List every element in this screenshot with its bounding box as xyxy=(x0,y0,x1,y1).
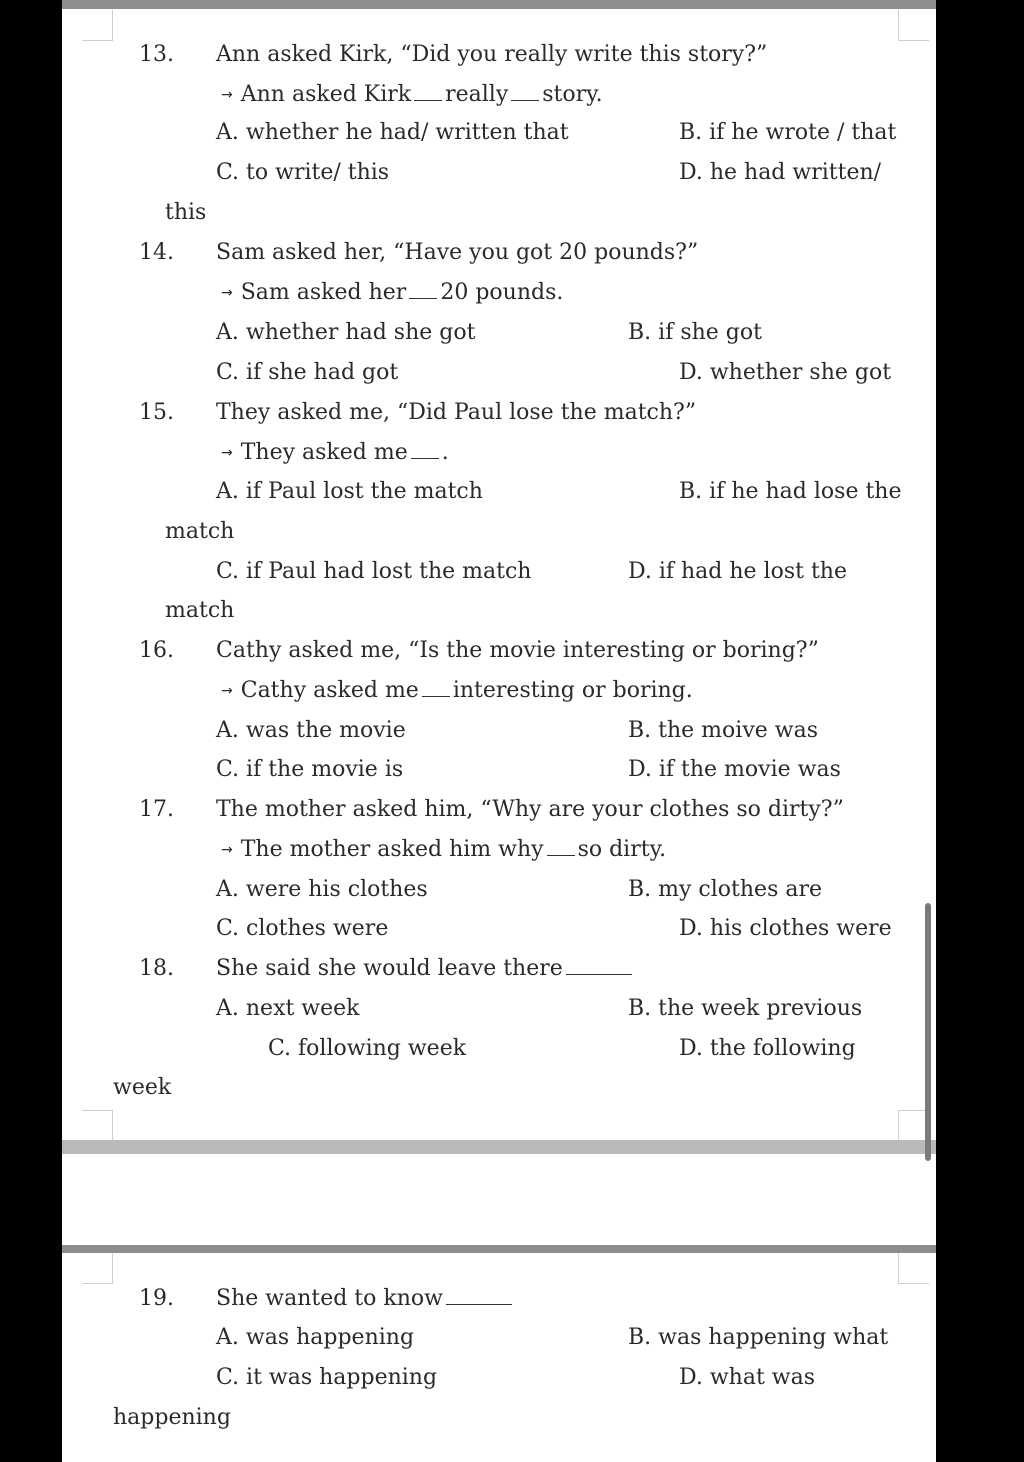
arrow-icon: → xyxy=(221,87,233,103)
answer-text: story. xyxy=(542,82,603,107)
answer-blank[interactable] xyxy=(411,442,439,459)
vertical-scrollbar[interactable] xyxy=(925,903,931,1161)
option-b[interactable]: B. was happening what xyxy=(628,1325,889,1350)
question-prompt: Ann asked Kirk, “Did you really write this story?” xyxy=(216,42,768,67)
option-d-wrap: happening xyxy=(113,1405,231,1430)
answer-line xyxy=(221,440,449,468)
answer-line xyxy=(221,678,693,706)
question-number: 16. xyxy=(139,638,174,663)
option-b[interactable]: B. if she got xyxy=(628,320,762,345)
answer-text: 20 pounds. xyxy=(440,280,564,305)
answer-blank[interactable] xyxy=(566,958,632,975)
question-number: 19. xyxy=(139,1286,174,1311)
page-top-border xyxy=(62,1245,936,1253)
margin-corner-mark xyxy=(82,1253,113,1284)
option-d[interactable]: D. if had he lost the xyxy=(628,559,847,584)
question-number: 18. xyxy=(139,956,174,981)
option-c[interactable]: C. following week xyxy=(268,1036,467,1061)
answer-blank[interactable] xyxy=(409,282,437,299)
option-d-wrap: match xyxy=(165,598,235,623)
question-prompt: Sam asked her, “Have you got 20 pounds?” xyxy=(216,240,699,265)
answer-blank[interactable] xyxy=(414,84,442,101)
answer-line xyxy=(221,280,563,308)
margin-corner-mark xyxy=(82,1110,113,1141)
question-prompt: The mother asked him, “Why are your clothes so dirty?” xyxy=(216,797,844,822)
question-number: 13. xyxy=(139,42,174,67)
option-d[interactable]: D. he had written/ xyxy=(679,160,882,185)
question-number: 14. xyxy=(139,240,174,265)
answer-text: Cathy asked me xyxy=(240,678,419,703)
option-b[interactable]: B. my clothes are xyxy=(628,877,823,902)
option-b[interactable]: B. the week previous xyxy=(628,996,863,1021)
margin-corner-mark xyxy=(82,10,113,41)
option-d-wrap: week xyxy=(113,1075,172,1100)
question-number: 17. xyxy=(139,797,174,822)
arrow-icon: → xyxy=(221,842,233,858)
answer-blank[interactable] xyxy=(446,1288,512,1305)
question-prompt: Cathy asked me, “Is the movie interesting or boring?” xyxy=(216,638,819,663)
option-d[interactable]: D. the following xyxy=(679,1036,856,1061)
answer-blank[interactable] xyxy=(422,680,450,697)
answer-line xyxy=(221,837,666,865)
option-a[interactable]: A. was happening xyxy=(216,1325,415,1350)
option-c[interactable]: C. clothes were xyxy=(216,916,389,941)
answer-blank[interactable] xyxy=(511,84,539,101)
arrow-icon: → xyxy=(221,683,233,699)
arrow-icon: → xyxy=(221,285,233,301)
option-c[interactable]: C. if she had got xyxy=(216,360,399,385)
option-d[interactable]: D. his clothes were xyxy=(679,916,892,941)
answer-text: so dirty. xyxy=(577,837,667,862)
prompt-text: She said she would leave there xyxy=(216,956,563,981)
option-b-wrap: match xyxy=(165,519,235,544)
answer-text: . xyxy=(441,440,449,465)
option-c[interactable]: C. to write/ this xyxy=(216,160,390,185)
answer-text: interesting or boring. xyxy=(452,678,693,703)
option-d[interactable]: D. whether she got xyxy=(679,360,892,385)
question-prompt: They asked me, “Did Paul lose the match?” xyxy=(216,400,697,425)
option-a[interactable]: A. was the movie xyxy=(216,718,406,743)
answer-text: They asked me xyxy=(240,440,408,465)
option-a[interactable]: A. whether had she got xyxy=(216,320,476,345)
option-a[interactable]: A. whether he had/ written that xyxy=(216,120,569,145)
arrow-icon: → xyxy=(221,445,233,461)
answer-line xyxy=(221,82,603,110)
option-d-wrap: this xyxy=(165,200,207,225)
option-a[interactable]: A. if Paul lost the match xyxy=(216,479,483,504)
page-break-separator xyxy=(62,1140,936,1154)
answer-text: Ann asked Kirk xyxy=(240,82,412,107)
option-a[interactable]: A. next week xyxy=(216,996,360,1021)
option-c[interactable]: C. if the movie is xyxy=(216,757,404,782)
question-prompt xyxy=(216,1286,515,1312)
prompt-text: She wanted to know xyxy=(216,1286,443,1311)
page-top-border xyxy=(62,0,936,9)
margin-corner-mark xyxy=(898,1253,929,1284)
answer-text: Sam asked her xyxy=(240,280,407,305)
page-gap xyxy=(62,1140,936,1252)
answer-text: The mother asked him why xyxy=(240,837,544,862)
option-a[interactable]: A. were his clothes xyxy=(216,877,428,902)
question-prompt xyxy=(216,956,635,982)
option-c[interactable]: C. if Paul had lost the match xyxy=(216,559,532,584)
option-d[interactable]: D. what was xyxy=(679,1365,816,1390)
answer-blank[interactable] xyxy=(547,839,575,856)
option-b[interactable]: B. if he wrote / that xyxy=(679,120,897,145)
option-b[interactable]: B. the moive was xyxy=(628,718,818,743)
answer-text: really xyxy=(445,82,509,107)
question-number: 15. xyxy=(139,400,174,425)
margin-corner-mark xyxy=(898,10,929,41)
option-d[interactable]: D. if the movie was xyxy=(628,757,841,782)
option-b[interactable]: B. if he had lose the xyxy=(679,479,902,504)
option-c[interactable]: C. it was happening xyxy=(216,1365,438,1390)
